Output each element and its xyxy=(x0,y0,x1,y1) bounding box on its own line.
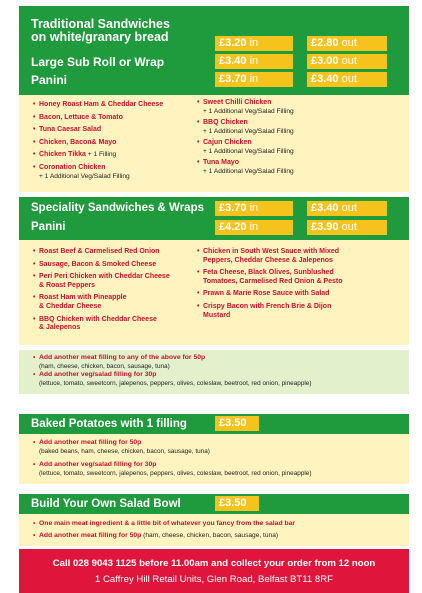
list-item: • Chicken, Bacon& Mayo xyxy=(33,139,203,148)
list-item: • Sausage, Bacon & Smoked Cheese xyxy=(33,261,205,270)
addon-detail: (lettuce, tomato, sweetcorn, jalepenos, peppers, olives, coleslaw, beetroot, red onion, pineapple) xyxy=(39,469,312,477)
list-item: • Sweet Chilli Chicken + 1 Additional Veg/Salad Filling xyxy=(197,99,397,116)
list-item: • Roast Ham with Pineapple & Cheddar Cheese xyxy=(33,294,205,311)
traditional-items xyxy=(19,95,409,192)
addon-title: • One main meat ingredient & a little bit of whatever you fancy from the salad bar xyxy=(33,520,405,529)
speciality-price-out: £3.40 out xyxy=(307,201,387,216)
salad-band xyxy=(19,494,409,514)
addon-title: • Add another meat filling for 50p xyxy=(33,439,403,448)
traditional-price-in: £3.20 in xyxy=(215,36,293,51)
potatoes-label: Baked Potatoes with 1 filling xyxy=(31,418,187,430)
list-item: • BBQ Chicken + 1 Additional Veg/Salad Filling xyxy=(197,119,397,136)
addon-title: • Add another veg/salad filling for 30p xyxy=(33,371,403,380)
speciality-items xyxy=(19,240,409,345)
list-item: • Prawn & Marie Rose Sauce with Salad xyxy=(197,290,402,299)
list-item: • Coronation Chicken + 1 Additional Veg/Salad Filling xyxy=(33,164,203,181)
traditional-band xyxy=(19,6,409,95)
trad-right-col xyxy=(197,99,397,176)
sub-roll-price-in: £3.40 in xyxy=(215,54,293,69)
list-item: • Bacon, Lettuce & Tomato xyxy=(33,114,203,123)
addons-sandwiches xyxy=(19,350,409,394)
footer-contact xyxy=(19,549,409,593)
potatoes-price: £3.50 xyxy=(215,416,259,431)
panini1-price-out: £3.40 out xyxy=(307,72,387,87)
panini1-price-in: £3.70 in xyxy=(215,72,293,87)
list-item: • Crispy Bacon with French Brie & Dijon Mustard xyxy=(197,303,402,320)
panini2-label: Panini xyxy=(31,221,66,233)
potatoes-addons xyxy=(19,434,409,484)
list-item: • BBQ Chicken with Cheddar Cheese & Jalepenos xyxy=(33,316,205,333)
traditional-title: Traditional Sandwiches on white/granary bread xyxy=(31,17,170,44)
footer-phone-line: Call 028 9043 1125 before 11.00am and collect your order from 12 noon xyxy=(52,558,376,569)
list-item: • Tuna Mayo + 1 Additional Veg/Salad Filling xyxy=(197,159,397,176)
addon-detail: (baked beans, ham, cheese, chicken, bacon, sausage, tuna) xyxy=(39,447,210,455)
footer-address: 1 Caffrey Hill Retail Units, Glen Road, Belfast BT11 8RF xyxy=(95,574,333,585)
salad-price: £3.50 xyxy=(215,496,259,511)
list-item: • Chicken in South West Sauce with Mixed Peppers, Cheddar Cheese & Jalepenos xyxy=(197,248,402,265)
panini2-price-in: £4.20 in xyxy=(215,220,293,235)
traditional-price-out: £2.80 out xyxy=(307,36,387,51)
panini2-price-out: £3.90 out xyxy=(307,220,387,235)
list-item: • Tuna Caesar Salad xyxy=(33,126,203,135)
list-item: • Roast Beef & Carmelised Red Onion xyxy=(33,248,205,257)
sub-roll-price-out: £3.00 out xyxy=(307,54,387,69)
trad-left-col xyxy=(33,101,203,181)
salad-addons xyxy=(19,514,409,546)
addon-title: • Add another meat filling for 50p (ham, cheese, chicken, bacon, sausage, tuna) xyxy=(33,532,405,541)
speciality-band xyxy=(19,197,409,240)
list-item: • Chicken Tikka + 1 Filling xyxy=(33,151,203,160)
list-item: • Feta Cheese, Black Olives, Sunblushed Tomatoes, Carmelised Red Onion & Pesto xyxy=(197,269,402,286)
spec-left-col xyxy=(33,248,205,333)
list-item: • Peri Peri Chicken with Cheddar Cheese & Roast Peppers xyxy=(33,273,205,290)
addon-title: • Add another veg/salad filling for 30p xyxy=(33,461,403,470)
panini1-label: Panini xyxy=(31,73,68,87)
addon-detail: (ham, cheese, chicken, bacon, sausage, tuna) xyxy=(39,362,170,370)
speciality-price-in: £3.70 in xyxy=(215,201,293,216)
salad-label: Build Your Own Salad Bowl xyxy=(31,498,181,510)
addon-title: • Add another meat filling to any of the above for 50p xyxy=(33,354,403,363)
speciality-label: Speciality Sandwiches & Wraps xyxy=(31,202,204,214)
list-item: • Honey Roast Ham & Cheddar Cheese xyxy=(33,101,203,110)
potatoes-band xyxy=(19,414,409,434)
menu-page xyxy=(19,6,409,593)
list-item: • Cajun Chicken + 1 Additional Veg/Salad Filling xyxy=(197,139,397,156)
spec-right-col xyxy=(197,248,402,320)
addon-detail: (lettuce, tomato, sweetcorn, jalepenos, peppers, olives, coleslaw, beetroot, red onion, pineapple) xyxy=(39,379,312,387)
sub-roll-label: Large Sub Roll or Wrap xyxy=(31,55,165,69)
